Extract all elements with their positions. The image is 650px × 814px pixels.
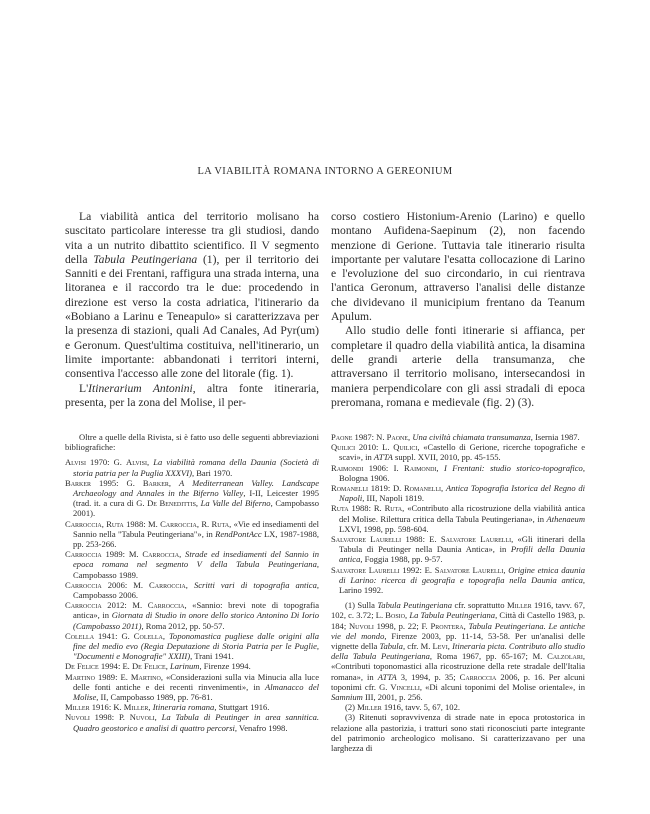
bibliography-list xyxy=(331,432,585,595)
text-run: , «Di alcuni toponimi del Molise orientale», in xyxy=(419,681,585,692)
text-run: Allo studio delle fonti itinerarie si affianca, per completare il quadro della viabilità antica, la disamina delle grandi arterie della transumanza, che attraversano il territorio molisano, intersecandosi in maniera perpendicolare con gli assi stradali di epoca preromana, romana e medievale (fig. 2) (3). xyxy=(331,324,585,409)
text-run: , Stuttgart 1916. xyxy=(214,702,270,713)
italic-text: Toponomastica pugliese dalle origini alla fine del medio evo (Regia Deputazione di Storia Patria per le Puglie, "Documenti e Monografie" XXIII) xyxy=(73,630,319,662)
text-run: : R. xyxy=(368,503,385,514)
italic-text: La Valle del Biferno xyxy=(200,498,271,509)
text-run: 1916, tavv. 67, 102, c. 3.72; L. xyxy=(331,600,585,621)
author-name: Salvatore Laurelli 1988 xyxy=(331,534,423,545)
bibliography-intro: Oltre a quelle della Rivista, si è fatto uso delle seguenti abbreviazioni bibliografiche: xyxy=(65,432,319,453)
author-name: Martino xyxy=(130,671,161,682)
text-run: , «Contributi toponomastici alla ricostruzione della rete stradale dell'Italia romana», in xyxy=(331,651,585,682)
text-run: , xyxy=(165,661,170,672)
bibliography-entry xyxy=(65,580,319,600)
author-name: Carroccia xyxy=(147,600,185,611)
author-name: Raimondi 1906 xyxy=(331,462,386,473)
text-run: , I-II, Leicester 1995 (trad. it. a cura di G. xyxy=(73,488,319,509)
bibliography-entry xyxy=(331,442,585,462)
author-name: Barker xyxy=(142,477,169,488)
author-name: Prontera xyxy=(430,620,464,631)
author-name: Vincelli xyxy=(390,681,420,692)
author-name: Ruta 1988 xyxy=(331,503,369,514)
text-run: , xyxy=(179,549,186,560)
text-run: , Città di Castello 1983, p. 184; xyxy=(331,610,586,631)
author-name: Paone 1987 xyxy=(331,432,372,442)
text-run: (2) xyxy=(345,702,358,713)
text-run: , Bologna 1906. xyxy=(339,462,585,483)
text-run: : E. xyxy=(117,661,132,672)
text-run: : M. xyxy=(124,579,150,590)
text-run: : G. xyxy=(116,477,143,488)
text-run: La viabilità antica del territorio molisano ha suscitato particolare interesse tra gli studiosi, dando vita a un nutrito dibattito scientifico. Il V segmento della xyxy=(65,210,319,266)
italic-text: Una civiltà chiamata transumanza xyxy=(412,432,531,442)
text-run: 1998, p. 22; F. xyxy=(373,620,431,631)
author-name: Salvatore Laurelli 1992 xyxy=(331,564,420,575)
bibliography-entry xyxy=(65,600,319,631)
italic-text: Giornata di Studio in onore dello storico Antonino Di Iorio (Campobasso 2011) xyxy=(73,610,319,631)
italic-text: Athenaeum xyxy=(546,513,585,524)
author-name: Colella 1941 xyxy=(65,630,116,641)
author-name: De Felice 1994 xyxy=(65,661,118,672)
text-run: , R. xyxy=(196,518,212,529)
author-name: Quilici xyxy=(393,442,418,453)
text-run: : G. xyxy=(107,457,127,468)
author-name: Calzolari xyxy=(547,651,583,662)
body-paragraph xyxy=(331,324,585,410)
text-run: , Campobasso 1989. xyxy=(73,559,319,580)
author-name: Carroccia xyxy=(459,671,497,682)
italic-text: A Mediterranean Valley. Landscape Archaeology and Annales in the Biferno Valley xyxy=(73,477,319,499)
text-run: 2006, p. 16. Per alcuni toponimi cfr. G. xyxy=(331,671,585,692)
text-run: , Campobasso 2006. xyxy=(73,579,320,601)
bibliography-entry xyxy=(65,631,319,662)
italic-text: Itineraria picta. Contributo allo studio della Tabula Peutingeriana xyxy=(331,641,586,662)
author-name: Nuvoli xyxy=(129,712,155,723)
bibliography-entry xyxy=(65,519,319,550)
text-run: (3) Ritenuti sopravvivenza di strade nate in epoca protostorica in relazione alla pastorizia, i tratturi sono stati riconosciuti parte integrante del patrimonio archeologico molisano. Si caratterizzavano per una larghezza di xyxy=(331,712,585,754)
bibliography-entry xyxy=(331,432,585,442)
text-run: , «Sannio: brevi note di topografia antica», in xyxy=(73,600,319,621)
author-name: Miller xyxy=(506,600,532,611)
bibliography-entry xyxy=(331,463,585,483)
author-name: Carroccia 1989 xyxy=(65,549,123,560)
text-run: : M. xyxy=(124,600,148,611)
author-name: Miller xyxy=(357,702,382,713)
italic-text: I Frentani: studio storico-topografico xyxy=(443,462,583,473)
body-paragraph xyxy=(65,382,319,411)
text-run: : N. xyxy=(371,432,387,442)
author-name: Colella xyxy=(133,630,163,641)
text-run: , Larino 1992. xyxy=(339,574,585,596)
text-run: 3, 1994, p. 35; xyxy=(396,671,460,682)
text-run: , cfr. M. xyxy=(402,641,433,652)
text-run: , «Gli itinerari della Tabula di Peutinger nella Daunia Antica», in xyxy=(339,534,585,555)
text-run: : K. xyxy=(108,702,124,713)
italic-text: ATTA xyxy=(373,452,393,463)
text-run: , Campobasso 2001). xyxy=(73,498,319,519)
text-run: , Isernia 1987. xyxy=(530,432,580,442)
bibliography-column-left xyxy=(65,432,319,733)
bibliography-entry xyxy=(65,549,319,580)
italic-text: Profili della Daunia antica xyxy=(339,544,585,565)
text-run: : E. xyxy=(115,671,131,682)
author-name: De Felice xyxy=(131,661,166,672)
italic-text: Tabula Peutingeriana xyxy=(93,252,198,266)
text-run: , Bari 1970. xyxy=(191,467,233,478)
bibliography-entry xyxy=(65,478,319,519)
author-name: Carroccia xyxy=(160,518,197,529)
italic-text: La viabilità romana della Daunia (Società di storia patria per la Puglia XXXVI) xyxy=(73,457,319,478)
bibliography-list xyxy=(65,457,319,732)
author-name: Carroccia 2006 xyxy=(65,579,125,590)
text-run: : I. xyxy=(385,462,405,473)
author-name: Carroccia 2012 xyxy=(65,600,125,611)
footnote xyxy=(331,702,585,712)
text-run: : P. xyxy=(111,712,130,723)
text-run: , xyxy=(148,702,153,713)
text-run: (1) Sulla xyxy=(345,600,378,611)
text-run: L' xyxy=(79,381,89,395)
text-run: , «Contributo alla ricostruzione della viabilità antica del Molise. Rilettura critica della Tabula Peutingeriana», in xyxy=(339,503,585,524)
text-run: , «Vie ed insediamenti del Sannio nella "Tabula Peutingeriana"», in xyxy=(73,518,319,539)
text-run: , xyxy=(195,498,201,509)
body-column-right xyxy=(331,210,585,410)
body-paragraph xyxy=(65,210,319,382)
italic-text: La Tabula Peutingeriana xyxy=(409,610,496,621)
text-run: : G. xyxy=(115,630,134,641)
text-run: , xyxy=(154,712,162,723)
text-run: , xyxy=(405,610,410,621)
author-name: Romanelli 1819 xyxy=(331,483,388,494)
bibliography-entry xyxy=(331,483,585,503)
text-run: , Venafro 1998. xyxy=(234,722,288,733)
italic-text: Tabula Peutingeriana. Le antiche vie del mondo xyxy=(331,620,586,641)
author-name: Ruta xyxy=(384,503,403,514)
italic-text: Tabula xyxy=(379,641,403,652)
text-run: , III, Napoli 1819. xyxy=(362,493,424,504)
text-run: , Firenze 1994. xyxy=(199,661,251,672)
bibliography-entry xyxy=(65,457,319,477)
author-name: Martino 1989 xyxy=(65,671,116,682)
italic-text: Larinum xyxy=(169,661,200,672)
author-name: Romanelli xyxy=(403,483,441,494)
author-name: Miller xyxy=(123,702,149,713)
author-name: Levi xyxy=(432,641,448,652)
body-paragraph xyxy=(331,210,585,324)
italic-text: Antica Topografia Istorica del Regno di Napoli xyxy=(339,483,585,504)
text-run: , xyxy=(162,630,169,641)
italic-text: ATTA xyxy=(377,671,397,682)
italic-text: Tabula Peutingeriana xyxy=(377,600,453,611)
text-run: , xyxy=(441,483,446,494)
text-run: , altra fonte itineraria, presenta, per la zona del Molise, il per- xyxy=(65,381,319,409)
text-run: , «Castello di Gerione, ricerche topografiche e scavi», in xyxy=(339,442,585,463)
text-run: , xyxy=(168,477,180,488)
author-name: Carroccia xyxy=(149,579,186,590)
text-run: , xyxy=(503,564,509,575)
italic-text: Almanacco del Molise xyxy=(73,681,319,703)
text-run: , xyxy=(408,432,413,442)
author-name: Carroccia xyxy=(142,549,180,560)
footnote xyxy=(331,712,585,753)
footnotes xyxy=(331,600,585,753)
author-name: Nuvoli xyxy=(348,620,374,631)
text-run: cfr. soprattutto xyxy=(452,600,507,611)
author-name: Nuvoli 1998 xyxy=(65,712,112,723)
author-name: Alvisi 1970 xyxy=(65,457,108,468)
text-run: (1), per il territorio dei Sanniti e dei Frentani, raffigura una strada interna, una litoranea e il raccordo tra le due: procedendo in direzione est verso la costa adriatica, l'itinerario da «Bobiano a Larinu e Teneapulo» si caratterizzava per la presenza di stazioni, quali Ad Canales, Ad Pyr(um) e Geronum. Quest'ultima costituiva, nell'itinerario, un limite importante: abbandonati i territori interni, consentiva l'accesso alle zone del litorale (fig. 1). xyxy=(65,252,319,381)
bibliography-entry xyxy=(331,565,585,596)
text-run: : M. xyxy=(143,518,161,529)
bibliography-entry xyxy=(65,672,319,703)
text-run: , Foggia 1988, pp. 9-57. xyxy=(360,554,443,565)
author-name: Salvatore Laurelli xyxy=(440,534,512,545)
text-run: : D. xyxy=(387,483,404,494)
author-name: De Benedittis xyxy=(147,498,196,509)
text-run: corso costiero Histonium-Arenio (Larino) e quello montano Aufidena-Saepinum (2), non facendo menzione di Gerione. Tuttavia tale itinerario risulta importante per valutare l'esatta collocazione di Larino e l'evoluzione del suo circondario, in cui rientrava l'antica Geronum, attraverso l'analisi delle distanze che dividevano il municipium frentano da Teanum Apulum. xyxy=(331,210,585,324)
text-run: , «Considerazioni sulla via Minucia alla luce delle fonti antiche e dei recenti rinvenimenti», in xyxy=(73,671,319,692)
bibliography-entry xyxy=(65,661,319,671)
text-run: , xyxy=(447,641,453,652)
author-name: Miller 1916 xyxy=(65,702,109,713)
italic-text: Scritti vari di topografia antica xyxy=(193,579,317,590)
text-run: , xyxy=(436,462,444,473)
text-run: , II, Campobasso 1989, pp. 76-81. xyxy=(96,692,213,703)
text-run: , Roma 1967, pp. 65-167; M. xyxy=(429,651,548,662)
text-run: : E. xyxy=(422,534,441,545)
text-run: suppl. XVII, 2010, pp. 45-155. xyxy=(392,452,501,463)
bibliography-entry xyxy=(65,712,319,732)
text-run: LXVI, 1998, pp. 598-604. xyxy=(339,523,429,534)
text-run: , Roma 2012, pp. 50-57. xyxy=(141,620,225,631)
bibliography-entry xyxy=(65,702,319,712)
text-run: LX, 1987-1988, pp. 253-266. xyxy=(73,528,319,550)
bibliography-entry xyxy=(331,503,585,534)
bibliography-entry xyxy=(331,534,585,565)
text-run: , xyxy=(463,620,469,631)
author-name: Ruta xyxy=(211,518,230,529)
text-run: , Firenze 2003, pp. 11-14, 53-58. Per un'analisi delle vignette della xyxy=(331,630,585,652)
author-name: Bosio xyxy=(385,610,405,621)
author-name: Paone xyxy=(386,432,409,442)
bibliography-column-right xyxy=(331,432,585,753)
italic-text: Strade ed insediamenti del Sannio in epoca romana nel segmento V della Tabula Peutingeriana xyxy=(73,549,320,570)
text-run: 1916, tavv. 5, 67, 102. xyxy=(381,702,460,713)
author-name: Salvatore Laurelli xyxy=(434,564,504,575)
author-name: Raimondi xyxy=(404,462,437,473)
italic-text: Origine etnica daunia di Larino: ricerca di geografia e topografia nella Daunia antica xyxy=(339,564,585,585)
text-run: : E. xyxy=(419,564,435,575)
body-column-left xyxy=(65,210,319,410)
italic-text: RendPontAcc xyxy=(215,528,262,539)
footnote xyxy=(331,600,585,702)
italic-text: Samnium xyxy=(331,692,363,703)
italic-text: Itineraria romana xyxy=(152,702,215,713)
author-name: Quilici 2010 xyxy=(331,442,376,453)
text-run: , Trani 1941. xyxy=(190,651,234,662)
author-name: Carroccia, Ruta 1988 xyxy=(65,518,144,529)
author-name: Barker 1995 xyxy=(65,477,117,488)
text-run: , xyxy=(185,579,194,590)
text-run: : M. xyxy=(122,549,143,560)
article-title: LA VIABILITÀ ROMANA INTORNO A GEREONIUM xyxy=(197,166,453,177)
text-run: , xyxy=(147,457,154,468)
italic-text: La Tabula di Peutinger in area sannitica. Quadro geostorico e analisi di quattro percorsi xyxy=(73,712,319,733)
author-name: Alvisi xyxy=(126,457,147,468)
text-run: : L. xyxy=(376,442,394,453)
text-run: III, 2001, p. 256. xyxy=(362,692,423,703)
italic-text: Itinerarium Antonini xyxy=(88,381,193,395)
